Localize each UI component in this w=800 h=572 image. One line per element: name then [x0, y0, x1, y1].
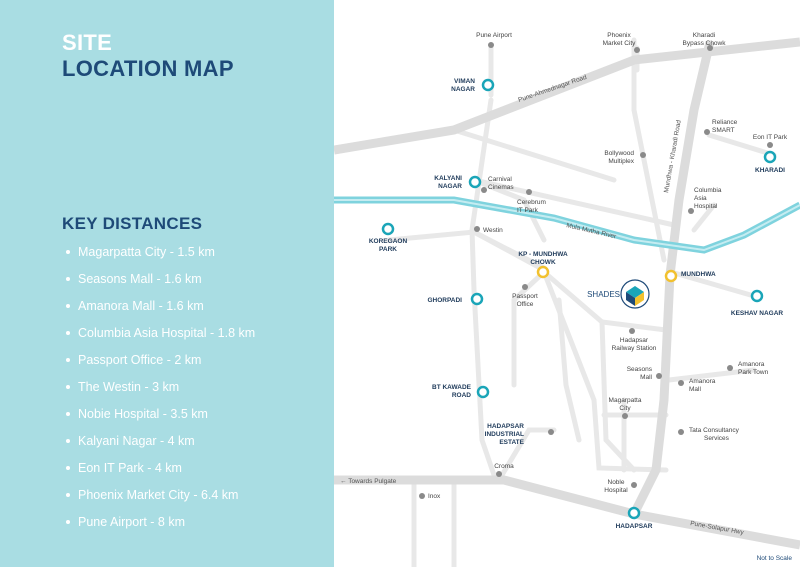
hub-label-line: ESTATE [499, 439, 524, 446]
road-label: Pune-Ahmednagar Road [517, 73, 588, 104]
poi-dot [522, 284, 528, 290]
poi-label-phoenix: Phoenix Market City [602, 32, 636, 47]
list-item [62, 271, 255, 298]
viman-south-road [472, 100, 494, 475]
poi-label: Pune Airport [476, 32, 512, 39]
hub-marker [383, 224, 393, 234]
hub-label: GHORPADI [427, 297, 462, 304]
poi-dot [548, 429, 554, 435]
distance-text: Columbia Asia Hospital - 1.8 km [78, 326, 256, 340]
hub-label-line: KOREGAON [368, 238, 408, 245]
poi-dot [631, 482, 637, 488]
list-item [62, 433, 255, 460]
hub-label-line: VIMAN [454, 78, 475, 85]
hub-labels [369, 78, 785, 530]
hub-label-line: CHOWK [530, 259, 556, 266]
poi-label-passport: Passport Office [512, 293, 538, 308]
poi-label: Westin [483, 227, 503, 234]
hub-label: KESHAV NAGAR [730, 310, 784, 317]
hub-marker [483, 80, 493, 90]
hub-label-line: NAGAR [451, 86, 475, 93]
bullet-icon [66, 493, 70, 497]
poi-dot [526, 189, 532, 195]
hub-label-line: KP - MUNDHWA [518, 251, 568, 258]
distance-text: Kalyani Nagar - 4 km [78, 434, 195, 448]
river-label: Mula Mutha River [565, 222, 617, 241]
poi-label-cerebrum: Cerebrum IT Park [517, 199, 546, 214]
key-distances-list [62, 244, 255, 541]
map-canvas [334, 0, 800, 567]
list-item [62, 406, 255, 433]
bullet-icon [66, 358, 70, 362]
bullet-icon [66, 250, 70, 254]
bullet-icon [66, 385, 70, 389]
hub-label-line: KALYANI [434, 175, 462, 182]
title-line-1: SITE [62, 30, 113, 55]
distance-text: Phoenix Market City - 6.4 km [78, 488, 239, 502]
hub-label-line: HADAPSAR [487, 423, 524, 430]
list-item [62, 460, 255, 487]
location-map [334, 0, 800, 567]
poi-dot [481, 187, 487, 193]
junction-markers [538, 267, 676, 281]
road-label: ← Towards Pulgate [340, 478, 397, 485]
bullet-icon [66, 439, 70, 443]
poi-dot [640, 152, 646, 158]
bullet-icon [66, 412, 70, 416]
poi-dot [678, 429, 684, 435]
distance-text: Nobie Hospital - 3.5 km [78, 407, 208, 421]
poi-label-columbia: Columbia Asia Hospital [694, 187, 722, 210]
poi-dot [634, 47, 640, 53]
pune-solapur-hwy [334, 480, 800, 545]
hub-label-line: ROAD [451, 392, 471, 399]
left-panel [0, 0, 334, 567]
junction-marker [538, 267, 548, 277]
hub-marker [765, 152, 775, 162]
hub-label-line: INDUSTRIAL [484, 431, 524, 438]
poi-dot [622, 413, 628, 419]
junction-label: MUNDHWA [681, 271, 716, 278]
distance-text: Pune Airport - 8 km [78, 515, 185, 529]
industrial-road [559, 300, 579, 440]
distance-text: Passport Office - 2 km [78, 353, 202, 367]
title-line-2: LOCATION MAP [62, 56, 234, 81]
bullet-icon [66, 520, 70, 524]
phoenix-south-road [634, 40, 664, 260]
poi-dot [727, 365, 733, 371]
poi-dot [767, 142, 773, 148]
list-item [62, 514, 255, 541]
poi-label-tcs: Tata Consultancy Services [689, 427, 739, 442]
poi-dot [488, 42, 494, 48]
hub-label: KHARADI [755, 167, 785, 174]
poi-label-carnival: Carnival Cinemas [488, 176, 514, 191]
junction-marker [666, 271, 676, 281]
hub-label: HADAPSAR [615, 523, 653, 530]
poi-label: Inox [428, 493, 441, 500]
distance-text: Amanora Mall - 1.6 km [78, 299, 204, 313]
bullet-icon [66, 331, 70, 335]
logo-text: SHADES [587, 290, 620, 299]
hub-marker [472, 294, 482, 304]
hub-label-kalyani-nagar [434, 175, 462, 190]
hub-label-viman-nagar [451, 78, 475, 93]
list-item [62, 325, 255, 352]
poi-label-noble: Noble Hospital [604, 479, 628, 494]
hub-marker [470, 177, 480, 187]
poi-label-seasons: Seasons Mall [626, 366, 652, 381]
list-item [62, 379, 255, 406]
poi-label-magarpatta: Magarpatta City [608, 397, 642, 412]
poi-label-reliance: Reliance SMART [712, 119, 738, 134]
poi-dot [704, 129, 710, 135]
bullet-icon [66, 304, 70, 308]
bullet-icon [66, 466, 70, 470]
poi-label: Croma [494, 463, 514, 470]
hub-label-line: NAGAR [438, 183, 462, 190]
bullet-icon [66, 277, 70, 281]
project-logo [587, 280, 649, 308]
poi-label-bollywood: Bollywood Multiplex [604, 150, 634, 165]
poi-label-hadapsar-station: Hadapsar Railway Station [611, 337, 657, 352]
scale-note: Not to Scale [756, 555, 792, 562]
hub-marker [629, 508, 639, 518]
list-item [62, 244, 255, 271]
hub-label-koregaon-park [369, 238, 408, 253]
distance-text: Seasons Mall - 1.6 km [78, 272, 202, 286]
passport-road [514, 272, 544, 385]
poi-dot [496, 471, 502, 477]
list-item [62, 298, 255, 325]
hub-label-bt-kawade [432, 384, 472, 399]
poi-label-amanora-mall: Amanora Mall [689, 378, 716, 393]
poi-label-industrial [485, 423, 525, 446]
poi-dot [474, 226, 480, 232]
poi-dot [656, 373, 662, 379]
hub-marker [752, 291, 762, 301]
list-item [62, 352, 255, 379]
poi-dot [419, 493, 425, 499]
poi-dot [629, 328, 635, 334]
hub-label-line: PARK [379, 246, 397, 253]
hub-marker [478, 387, 488, 397]
distance-text: Magarpatta City - 1.5 km [78, 245, 215, 259]
distance-text: Eon IT Park - 4 km [78, 461, 182, 475]
list-item [62, 487, 255, 514]
hub-label-line: BT KAWADE [432, 384, 471, 391]
poi-dot [678, 380, 684, 386]
poi-label-amanora-park: Amanora Park Town [738, 361, 769, 376]
poi-label: Eon IT Park [752, 134, 788, 141]
poi-label-kharadi-bypass: Kharadi Bypass Chowk [682, 32, 726, 47]
distance-text: The Westin - 3 km [78, 380, 180, 394]
key-distances-heading: KEY DISTANCES [62, 214, 203, 233]
road-label: Mundhwa - Kharadi Road [663, 119, 683, 194]
road-label: Pune-Solapur Hwy [689, 520, 745, 537]
